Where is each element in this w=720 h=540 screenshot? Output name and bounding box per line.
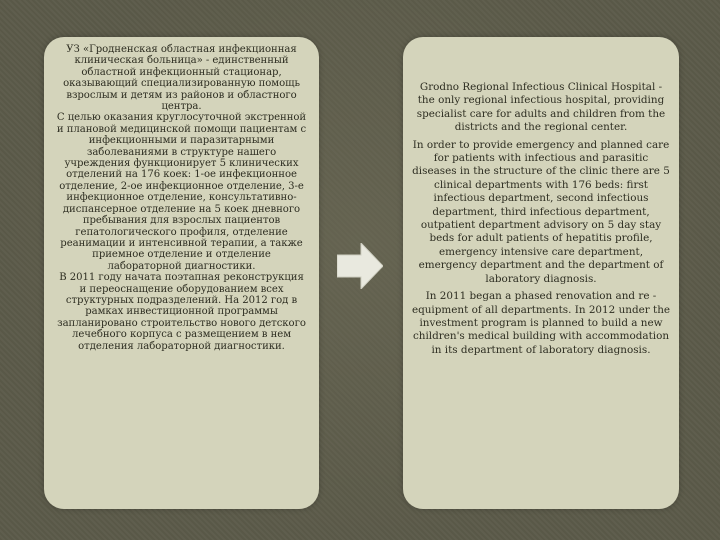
arrow-right-icon-svg [337,243,383,289]
arrow-right-icon [337,243,383,289]
russian-text-panel [44,37,319,509]
english-text-panel [403,37,679,509]
ru-paragraph-renovation: В 2011 году начата поэтапная реконструкция и переоснащение оборудованием всех структурных подразделений. На 2012 год в рамках инвестиционной программы запланировано строительство нового детского лечебного корпуса с размещением в нем отделения лабораторной диагностики. [57,272,306,352]
ru-paragraph-departments: С целью оказания круглосуточной экстренной и плановой медицинской помощи пациентам с инфекционными и паразитарными заболеваниями в структуре нашего учреждения функционирует 5 клинических отделений на 176 коек: 1-ое инфекционное отделение, 2-ое инфекционное отделение, 3-е инфекционное отделение, консультативно-диспансерное отделение на 5 коек дневного пребывания для взрослых пациентов гепатологического профиля, отделение реанимации и интенсивной терапии, а также приемное отделение и отделение лабораторной диагностики. [56,112,307,272]
ru-paragraph-intro: УЗ «Гродненская областная инфекционная клиническая больница» - единственный областной инфекционный стационар, оказывающий специализированную помощь взрослым и детям из районов и областного центра. [63,44,300,113]
en-paragraph-renovation: In 2011 began a phased renovation and re -equipment of all departments. In 2012 under the investment program is planned to build a new children's medical building with accommodation in its department of laboratory diagnosis. [411,290,671,356]
en-paragraph-intro: Grodno Regional Infectious Clinical Hospital - the only regional infectious hospital, providing specialist care for adults and children from the districts and the regional center. [416,81,666,134]
en-paragraph-departments: In order to provide emergency and planned care for patients with infectious and parasitic diseases in the structure of the clinic there are 5 clinical departments with 176 beds: first infectious department, second infectious department, third infectious department, outpatient department advisory on 5 day stay beds for adult patients of hepatitis profile, emergency intensive care department, emergency department and the department of laboratory diagnosis. [412,138,670,285]
